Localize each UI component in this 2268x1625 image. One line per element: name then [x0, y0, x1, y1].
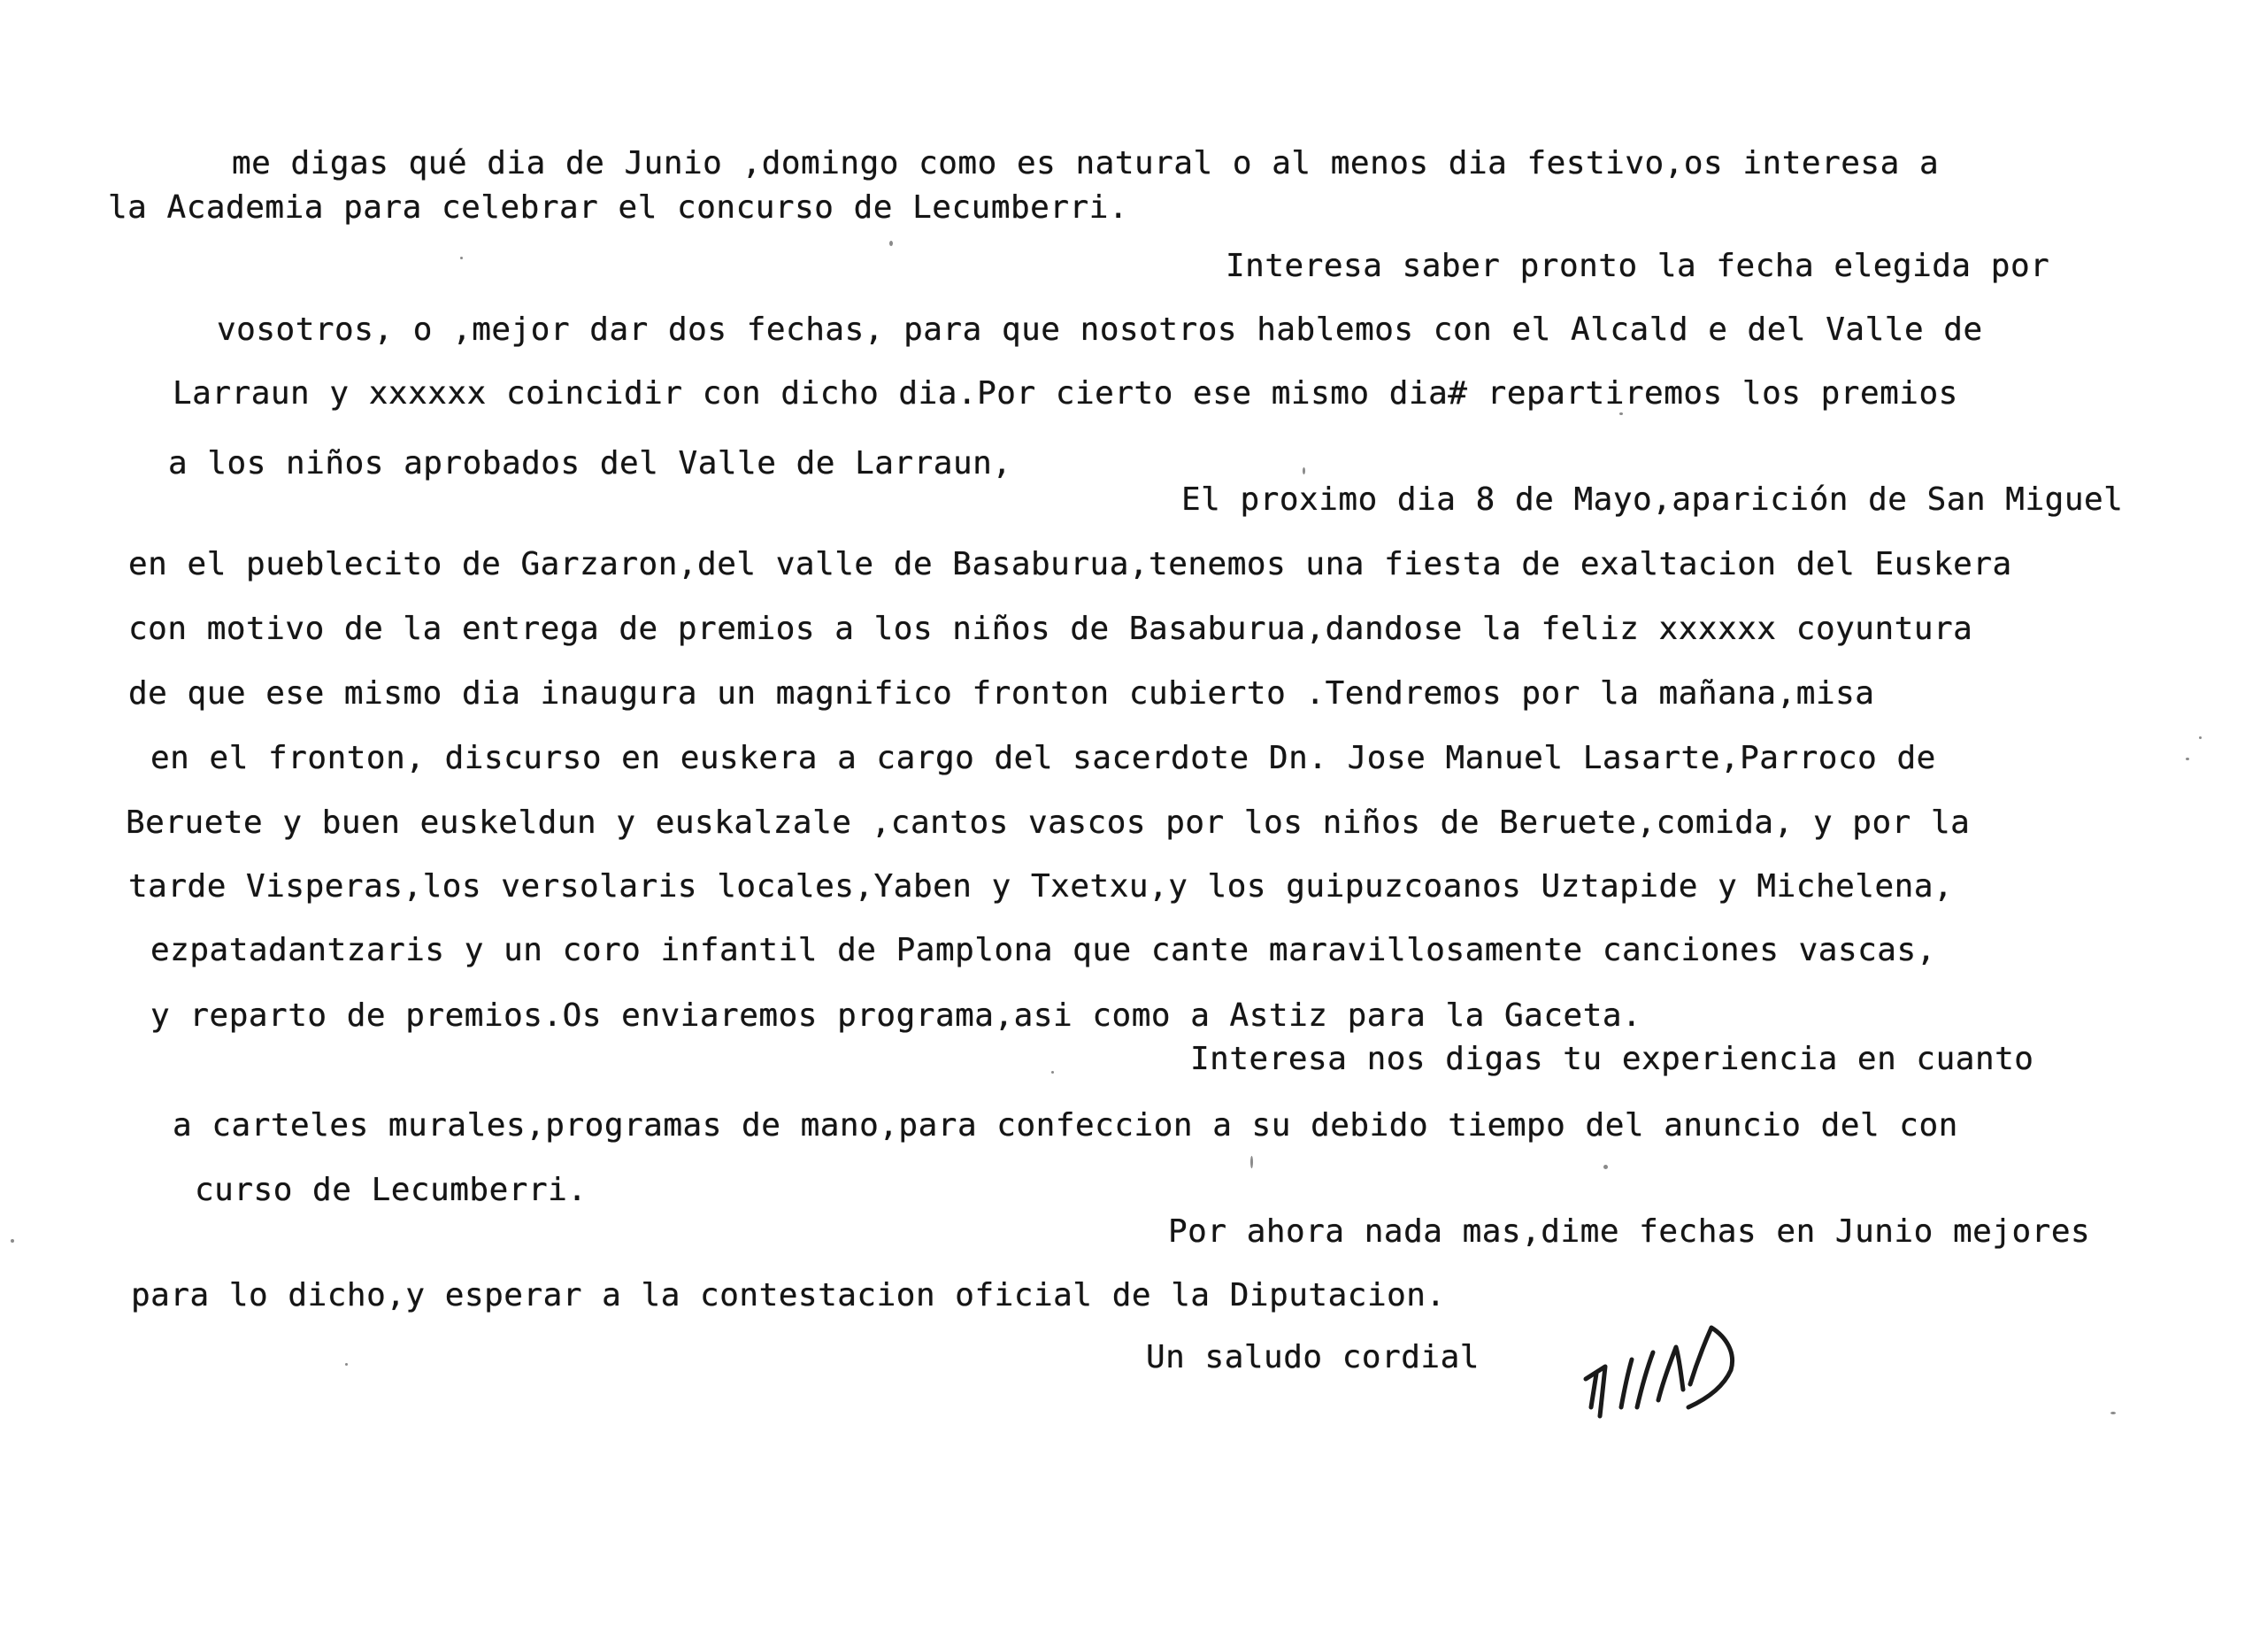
letter-line-20: para lo dicho,y esperar a la contestacion oficial de la Diputacion. [131, 1277, 1446, 1313]
paper-speck [889, 241, 893, 246]
letter-line-1: me digas qué dia de Junio ,domingo como es natural o al menos dia festivo,os interesa a [232, 145, 1940, 181]
letter-line-2: la Academia para celebrar el concurso de Lecumberri. [108, 189, 1129, 226]
paper-speck [2110, 1412, 2116, 1414]
letter-line-6: a los niños aprobados del Valle de Larraun, [168, 445, 1012, 481]
paper-speck [1051, 1071, 1054, 1074]
letter-line-8: en el pueblecito de Garzaron,del valle de Basaburua,tenemos una fiesta de exaltacion del Euskera [128, 546, 2012, 582]
paper-speck [1303, 467, 1305, 474]
letter-line-5: Larraun y xxxxxx coincidir con dicho dia.Por cierto ese mismo dia# repartiremos los premios [173, 375, 1958, 412]
letter-line-18: curso de Lecumberri. [195, 1172, 588, 1208]
paper-speck [460, 257, 463, 259]
letter-line-4: vosotros, o ,mejor dar dos fechas, para que nosotros hablemos con el Alcald e del Valle de [217, 312, 1983, 348]
letter-line-9: con motivo de la entrega de premios a los niños de Basaburua,dandose la feliz xxxxxx coyuntura [128, 611, 1973, 647]
closing-salutation: Un saludo cordial [1146, 1339, 1480, 1375]
paper-speck [345, 1363, 348, 1366]
letter-line-13: tarde Visperas,los versolaris locales,Yaben y Txetxu,y los guipuzcoanos Uztapide y Michelena, [128, 868, 1954, 905]
letter-line-7: El proximo dia 8 de Mayo,aparición de San Miguel [1181, 481, 2124, 518]
paper-speck [1250, 1156, 1253, 1168]
letter-line-11: en el fronton, discurso en euskera a cargo del sacerdote Dn. Jose Manuel Lasarte,Parroco de [150, 740, 1936, 776]
letter-line-19: Por ahora nada mas,dime fechas en Junio mejores [1168, 1213, 2091, 1250]
paper-speck [1603, 1165, 1608, 1169]
letter-line-14: ezpatadantzaris y un coro infantil de Pamplona que cante maravillosamente canciones vascas, [150, 932, 1936, 968]
paper-speck [2199, 736, 2202, 739]
handwritten-signature [1575, 1275, 1841, 1434]
paper-speck [2186, 758, 2189, 760]
letter-line-10: de que ese mismo dia inaugura un magnifico fronton cubierto .Tendremos por la mañana,misa [128, 675, 1875, 712]
letter-line-12: Beruete y buen euskeldun y euskalzale ,cantos vascos por los niños de Beruete,comida, y por la [126, 805, 1971, 841]
letter-line-3: Interesa saber pronto la fecha elegida por [1226, 248, 2050, 284]
letter-line-15: y reparto de premios.Os enviaremos programa,asi como a Astiz para la Gaceta. [150, 997, 1642, 1034]
letter-line-16: Interesa nos digas tu experiencia en cuanto [1190, 1041, 2034, 1077]
paper-speck [11, 1239, 14, 1243]
letter-line-17: a carteles murales,programas de mano,para confeccion a su debido tiempo del anuncio del con [173, 1107, 1958, 1144]
paper-speck [1619, 412, 1623, 415]
